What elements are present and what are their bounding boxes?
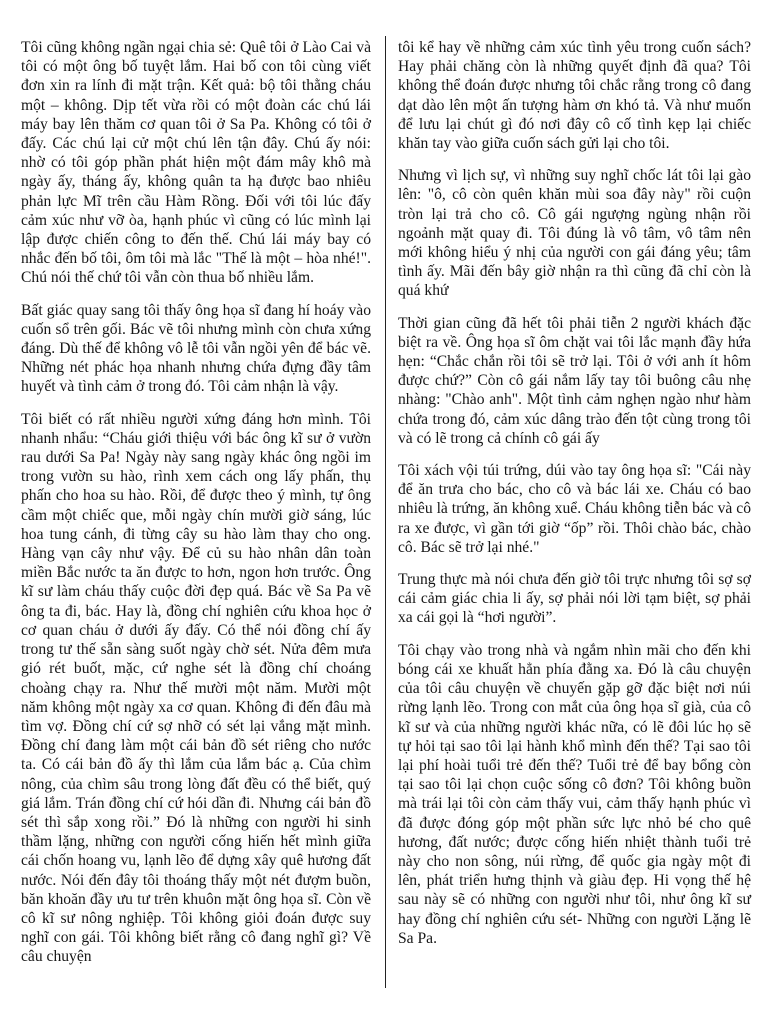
paragraph: Tôi chạy vào trong nhà và ngắm nhìn mãi cho đến khi bóng cái xe khuất hẳn phía đằng xa. Đó là câu chuyện của tôi câu chuyện về chuyến gặp gỡ đặc biệt nơi núi rừng lạnh lẽo. Trong con mắt của ông họa sĩ già, của cô kĩ sư và của những người khác nữa, có lẽ đôi lúc họ sẽ tự hỏi tại sao tôi lại hành khổ mình đến thế? Tại sao tôi lại phí hoài tuổi trẻ đến thế? Tuổi trẻ để bay bổng còn tại sao tôi lại chọn cuộc sống cô đơn? Tôi không buồn mà trái lại tôi còn cảm thấy vui, cảm thấy hạnh phúc vì đã được đóng góp một phần sức lực nhỏ bé cho quê hương, đất nước; được cống hiến nhiệt thành tuổi trẻ này cho non sông, núi rừng, để quốc gia ngày một đi lên, phát triển hưng thịnh và giàu đẹp. Hi vọng thế hệ sau này sẽ có những con người như tôi, như ông kĩ sư hay đồng chí nghiên cứu sét- Những con người Lặng lẽ Sa Pa. bbox=[398, 641, 751, 947]
paragraph: Trung thực mà nói chưa đến giờ tôi trực nhưng tôi sợ sợ cái cảm giác chia li ấy, sợ phải nói lời tạm biệt, sợ phải xa cái gọi là “hơi người”. bbox=[398, 571, 751, 627]
paragraph: Nhưng vì lịch sự, vì những suy nghĩ chốc lát tôi lại gào lên: "ô, cô còn quên khăn mùi soa đây này" rồi cuộn tròn lại trả cho cô. Cô gái ngượng ngùng nhận rồi ngoảnh mặt quay đi. Tôi đúng là vô tâm, vô tâm nên mới không hiểu ý nhị của người con gái đáng yêu; tâm tình ấy. Mãi đến bây giờ nhận ra thì cũng đã chỉ còn là quá khứ bbox=[398, 167, 751, 300]
right-text-column bbox=[398, 38, 751, 961]
paragraph: Tôi cũng không ngần ngại chia sẻ: Quê tôi ở Lào Cai và tôi có một ông bố tuyệt lắm. Hai bố con tôi cùng viết đơn xin ra lính đi mặt trận. Kết quả: bộ tôi thằng cháu một – không. Dịp tết vừa rồi có một đoàn các chú lái máy bay lên thăm cơ quan tôi ở Sa Pa. Không có tôi ở đấy. Các chú lại cử một chú lên tận đây. Chú ấy nói: nhờ có tôi góp phần phát hiện một đám mây khô mà ngày ấy, tháng ấy, không quân ta hạ được bao nhiêu phản lực Mĩ trên cầu Hàm Rồng. Đối với tôi lúc đấy cảm xúc như vỡ òa, hạnh phúc vì cũng có lúc mình lại lập được chiến công to đến thế. Chú lái máy bay có nhắc đến bố tôi, ôm tôi mà lắc "Thế là một – hòa nhé!". Chú nói thế chứ tôi vẫn còn thua bố nhiều lắm. bbox=[21, 39, 371, 287]
paragraph: tôi kể hay về những cảm xúc tình yêu trong cuốn sách? Hay phải chăng còn là những quyết định đã qua? Tôi không thể đoán được nhưng tôi chắc rằng trong cô đang dạt dào lên một ấn tượng hàm ơn khó tả. Và như muốn để lưu lại chút gì đó nơi đây cô cố tình kẹp lại chiếc khăn tay vào giữa cuốn sách gửi lại cho tôi. bbox=[398, 39, 751, 153]
paragraph: Tôi biết có rất nhiều người xứng đáng hơn mình. Tôi nhanh nhẩu: “Cháu giới thiệu với bác ông kĩ sư ở vườn rau dưới Sa Pa! Ngày này sang ngày khác ông ngồi im trong vườn su hào, rình xem cách ong lấy phấn, thụ phấn cho hoa su hào. Rồi, để được theo ý mình, tự ông cầm một chiếc que, mỗi ngày chín mười giờ sáng, lúc hoa tung cánh, đi từng cây su hào làm thay cho ong. Hàng vạn cây như vậy. Để củ su hào nhân dân toàn miền Bắc nước ta ăn được to hơn, ngon hơn trước. Ông kĩ sư làm cháu thấy cuộc đời đẹp quá. Bác về Sa Pa vẽ ông ta đi, bác. Hay là, đồng chí nghiên cứu khoa học ở cơ quan cháu ở dưới ấy đấy. Có thể nói đồng chí ấy trong tư thế sẵn sàng suốt ngày chờ sét. Nửa đêm mưa gió rét buốt, mặc, cứ nghe sét là đồng chí choáng choàng chạy ra. Như thế mười một năm. Mười một năm không một ngày xa cơ quan. Không đi đến đâu mà tìm vợ. Đồng chí cứ sợ nhỡ có sét lại vắng mặt mình. Đồng chí đang làm một cái bản đồ sét riêng cho nước ta. Có cái bản đồ ấy thì lắm của lắm bác ạ. Của chìm nông, của chìm sâu trong lòng đất đều có thể biết, quý giá lắm. Trán đồng chí cứ hói dần đi. Nhưng cái bản đồ sét thì sắp xong rồi.” Đó là những con người hi sinh thầm lặng, những con người cống hiến hết mình giữa cái chốn hoang vu, lạnh lẽo để dựng xây quê hương đất nước. Nói đến đây tôi thoáng thấy một nét đượm buồn, băn khoăn đầy ưu tư trên khuôn mặt ông họa sĩ. Còn về cô kĩ sư nông nghiệp. Tôi không giỏi đoán được suy nghĩ con gái. Tôi không biết rằng cô đang nghĩ gì? Về câu chuyện bbox=[21, 410, 371, 966]
paragraph: Bất giác quay sang tôi thấy ông họa sĩ đang hí hoáy vào cuốn sổ trên gối. Bác vẽ tôi nhưng mình còn chưa xứng đáng. Dù thế để không vô lễ tôi vẫn ngồi yên để bác vẽ. Những nét phác họa nhanh nhưng chứa đựng đầy tâm huyết và tình cảm ở trong đó. Tôi cảm nhận là vậy. bbox=[21, 301, 371, 396]
left-text-column bbox=[21, 38, 371, 980]
paragraph: Tôi xách vội túi trứng, dúi vào tay ông họa sĩ: "Cái này để ăn trưa cho bác, cho cô và bác lái xe. Cháu có bao nhiêu là trứng, ăn không xuể. Cháu không tiễn bác và cô ra xe được, vì gần tới giờ “ốp” rồi. Thôi chào bác, chào cô. Bác sẽ trở lại nhé." bbox=[398, 462, 751, 556]
paragraph: Thời gian cũng đã hết tôi phải tiễn 2 người khách đặc biệt ra về. Ông họa sĩ ôm chặt vai tôi lắc mạnh đầy hứa hẹn: “Chắc chắn rồi tôi sẽ trở lại. Tôi ở với anh ít hôm được chứ?” Còn cô gái nắm lấy tay tôi buông câu nhẹ nhàng: "Chào anh". Một tình cảm nghẹn ngào như hàm chứa trong đó, cảm xúc dâng trào đến tột cùng trong tôi và có lẽ trong cả chính cô gái ấy bbox=[398, 314, 751, 447]
column-divider bbox=[385, 36, 386, 988]
